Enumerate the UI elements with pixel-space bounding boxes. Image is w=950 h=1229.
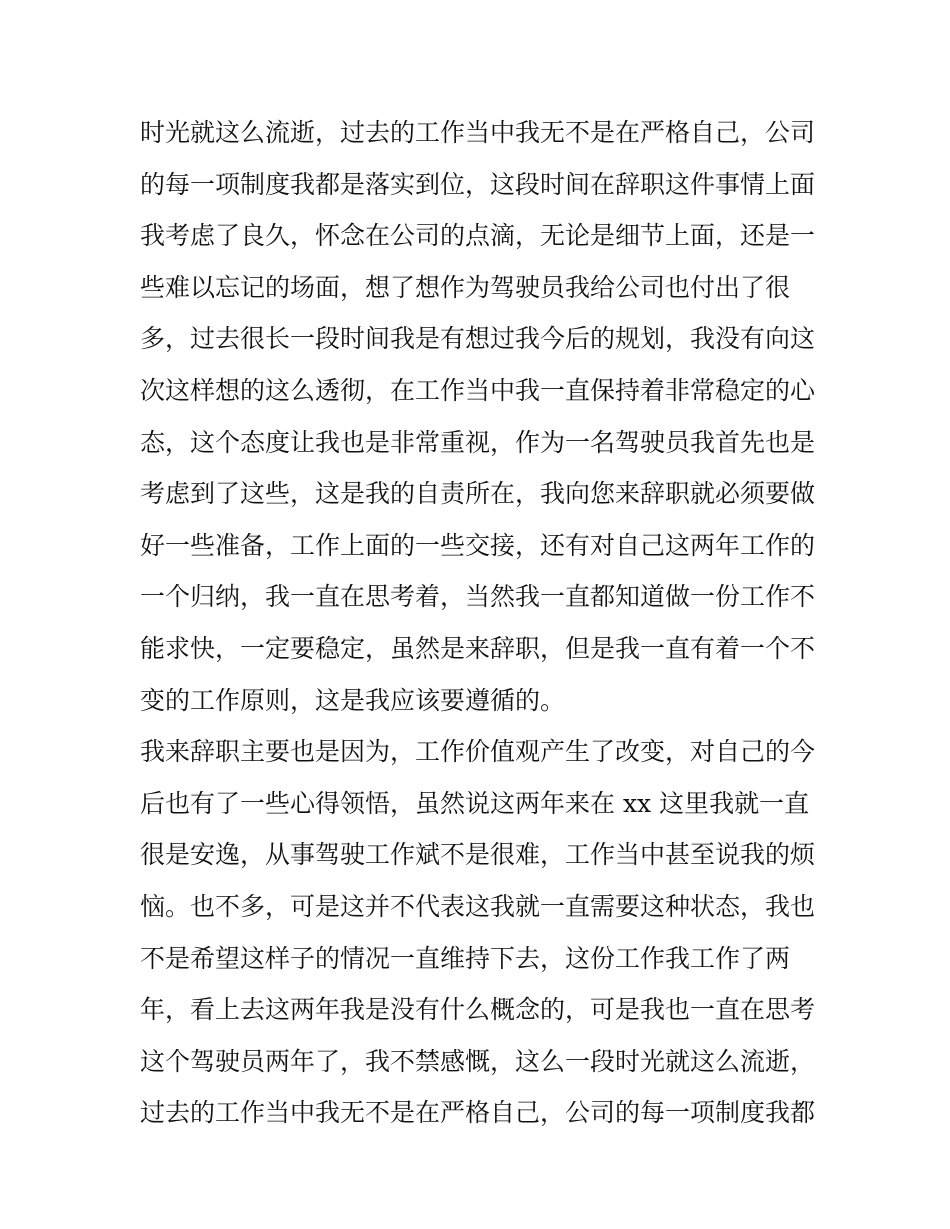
- text-line: 过去的工作当中我无不是在严格自己，公司的每一项制度我都: [140, 1098, 816, 1128]
- text-line: 多，过去很长一段时间我是有想过我今后的规划，我没有向这: [140, 324, 816, 354]
- text-line: 些难以忘记的场面，想了想作为驾驶员我给公司也付出了很: [140, 272, 791, 302]
- text-line: 能求快，一定要稳定，虽然是来辞职，但是我一直有着一个不: [140, 633, 816, 663]
- body-text: [140, 107, 830, 1139]
- text-line: 很是安逸，从事驾驶工作斌不是很难，工作当中甚至说我的烦: [140, 840, 816, 870]
- text-line: 年，看上去这两年我是没有什么概念的，可是我也一直在思考: [140, 995, 816, 1025]
- text-line: 我来辞职主要也是因为，工作价值观产生了改变，对自己的今: [140, 737, 816, 767]
- text-line: 不是希望这样子的情况一直维持下去，这份工作我工作了两: [140, 943, 791, 973]
- text-line: 恼。也不多，可是这并不代表这我就一直需要这种状态，我也: [140, 891, 816, 921]
- text-line: 变的工作原则，这是我应该要遵循的。: [140, 685, 566, 715]
- text-line: 考虑到了这些，这是我的自责所在，我向您来辞职就必须要做: [140, 479, 816, 509]
- text-line: 的每一项制度我都是落实到位，这段时间在辞职这件事情上面: [140, 169, 816, 199]
- text-line: 我考虑了良久，怀念在公司的点滴，无论是细节上面，还是一: [140, 221, 816, 251]
- text-line: 这个驾驶员两年了，我不禁感慨，这么一段时光就这么流逝，: [140, 1046, 816, 1076]
- text-line: 次这样想的这么透彻，在工作当中我一直保持着非常稳定的心: [140, 375, 816, 405]
- text-line: 时光就这么流逝，过去的工作当中我无不是在严格自己，公司: [140, 118, 816, 147]
- text-line: 后也有了一些心得领悟，虽然说这两年来在 xx 这里我就一直: [140, 788, 810, 818]
- text-line: 态，这个态度让我也是非常重视，作为一名驾驶员我首先也是: [140, 427, 816, 457]
- text-line: 好一些准备，工作上面的一些交接，还有对自己这两年工作的: [140, 530, 816, 560]
- text-line: 一个归纳，我一直在思考着，当然我一直都知道做一份工作不: [140, 582, 816, 612]
